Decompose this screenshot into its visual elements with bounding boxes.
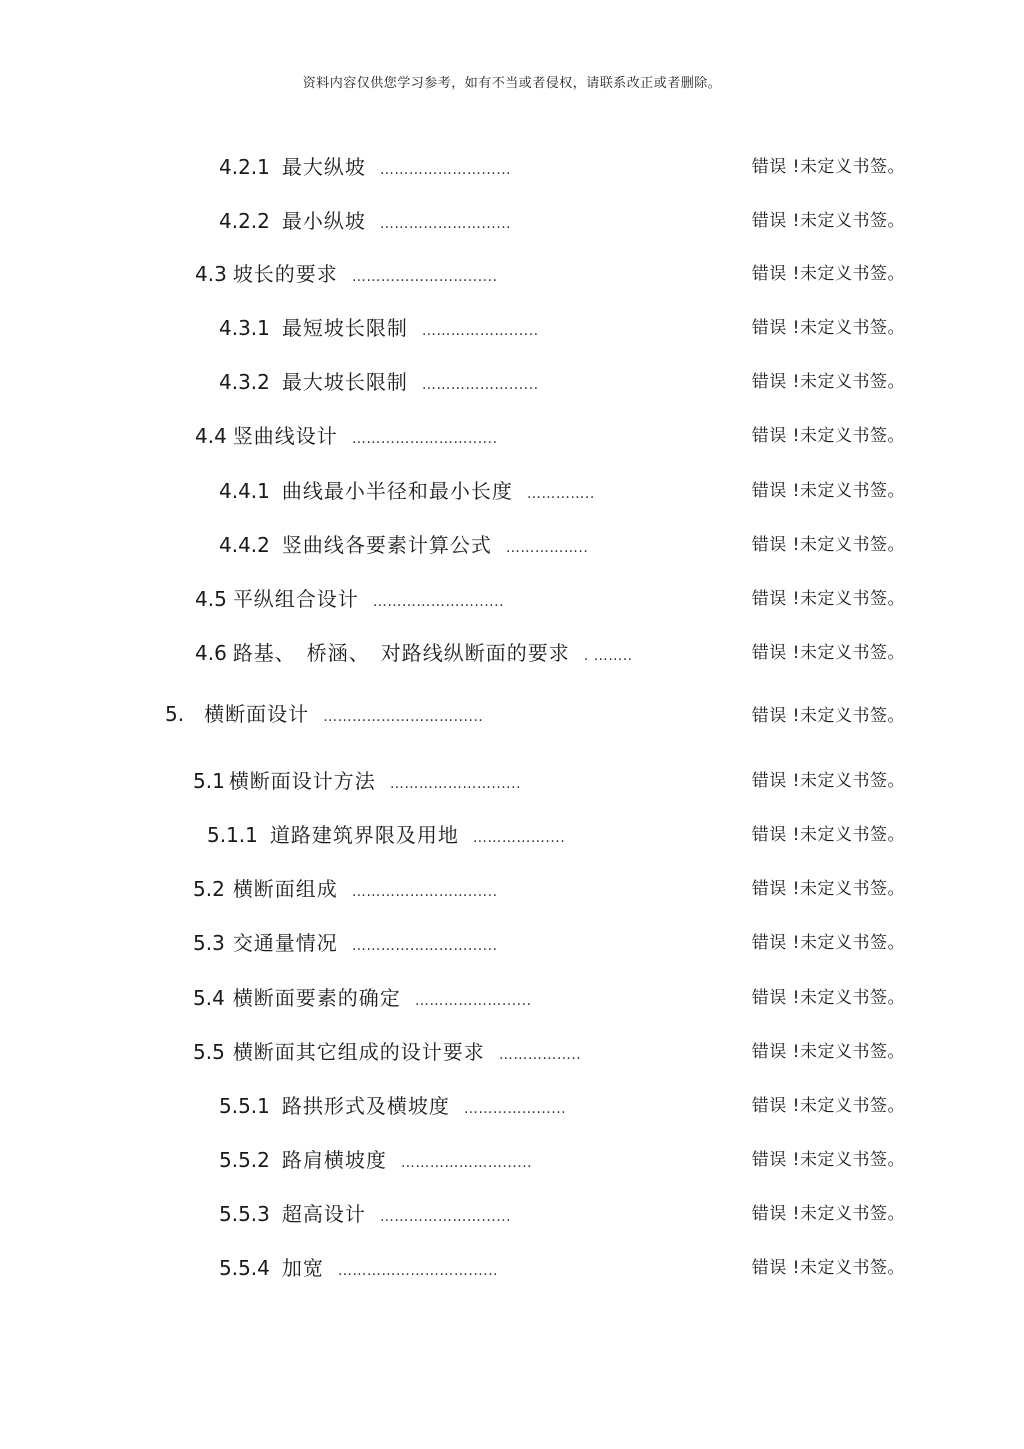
toc-leader: ……………………......: [351, 269, 498, 285]
toc-row-5-5-1[interactable]: [0, 1091, 1024, 1121]
toc-number: 5.5.3: [219, 1202, 270, 1226]
toc-row-4-2-1[interactable]: [0, 152, 1024, 182]
toc-title: 最大坡长限制: [281, 370, 408, 394]
toc-number: 4.3: [195, 262, 227, 286]
toc-entry: [219, 1091, 566, 1124]
toc-entry: [165, 699, 483, 732]
toc-entry: [219, 313, 539, 346]
toc-number: 5.5: [193, 1040, 225, 1064]
toc-title: 坡长的要求: [232, 262, 338, 286]
toc-page-ref: 错误 !未定义书签。: [751, 1204, 905, 1224]
toc-number: 5.2: [193, 877, 225, 901]
toc-number: 4.4.2: [219, 533, 270, 557]
toc-entry: [219, 152, 511, 185]
toc-entry: [219, 1199, 511, 1232]
toc-entry: [193, 874, 498, 907]
toc-entry: [195, 638, 633, 671]
toc-leader: ……………......: [463, 1101, 567, 1117]
toc-page-ref: 错误 !未定义书签。: [751, 706, 905, 726]
toc-leader: …………………......: [389, 776, 522, 792]
toc-page-ref: 错误 !未定义书签。: [751, 318, 905, 338]
toc-page-ref: 错误 !未定义书签。: [751, 933, 905, 953]
toc-number: 5.1.1: [207, 823, 258, 847]
toc-row-5-1[interactable]: [0, 766, 1024, 796]
toc-title: 交通量情况: [232, 931, 338, 955]
toc-title: 最短坡长限制: [281, 316, 408, 340]
toc-title: 横断面要素的确定: [232, 986, 401, 1010]
toc-title: 平纵组合设计: [232, 587, 359, 611]
toc-entry: [195, 584, 504, 617]
toc-row-5-5[interactable]: [0, 1037, 1024, 1067]
toc-number: 4.4.1: [219, 479, 270, 503]
toc-entry: [193, 983, 532, 1016]
toc-entry: [219, 476, 595, 509]
toc-title: 竖曲线设计: [232, 424, 338, 448]
toc-leader: ……………………......: [351, 938, 498, 954]
toc-page-ref: 错误 !未定义书签。: [751, 372, 905, 392]
toc-page-ref: 错误 !未定义书签。: [751, 988, 905, 1008]
toc-entry: [193, 1037, 581, 1070]
toc-leader: …………………......: [400, 1155, 533, 1171]
toc-number: 4.3.1: [219, 316, 270, 340]
toc-title: 路拱形式及横坡度: [281, 1094, 450, 1118]
toc-leader: ………………......: [421, 377, 539, 393]
toc-title: 道路建筑界限及用地: [269, 823, 459, 847]
toc-title: 最小纵坡: [281, 209, 366, 233]
toc-entry: [207, 820, 565, 853]
toc-title: 路基、 桥涵、 对路线纵断面的要求: [232, 641, 570, 665]
toc-entry: [219, 1253, 498, 1286]
toc-leader: ……………..: [498, 1047, 582, 1063]
toc-entry: [195, 421, 498, 454]
toc-leader: …………..: [526, 486, 595, 502]
toc-title: 加宽: [281, 1256, 324, 1280]
toc-page-ref: 错误 !未定义书签。: [751, 879, 905, 899]
toc-row-5-4[interactable]: [0, 983, 1024, 1013]
toc-title: 横断面其它组成的设计要求: [232, 1040, 485, 1064]
toc-leader: ……………………......: [351, 884, 498, 900]
toc-page-ref: 错误 !未定义书签。: [751, 1096, 905, 1116]
toc-page-ref: 错误 !未定义书签。: [751, 264, 905, 284]
toc-entry: [219, 367, 539, 400]
toc-row-4-4[interactable]: [0, 421, 1024, 451]
toc-leader: ………………......: [421, 323, 539, 339]
toc-row-5[interactable]: [0, 699, 1024, 729]
toc-page-ref: 错误 !未定义书签。: [751, 1150, 905, 1170]
toc-title: 曲线最小半径和最小长度: [281, 479, 513, 503]
toc-row-5-5-3[interactable]: [0, 1199, 1024, 1229]
toc-entry: [219, 530, 588, 563]
toc-page-ref: 错误 !未定义书签。: [751, 589, 905, 609]
toc-row-4-2-2[interactable]: [0, 206, 1024, 236]
toc-row-4-4-1[interactable]: [0, 476, 1024, 506]
toc-row-4-4-2[interactable]: [0, 530, 1024, 560]
toc-number: 5.5.1: [219, 1094, 270, 1118]
toc-page-ref: 错误 !未定义书签。: [751, 211, 905, 231]
toc-page-ref: 错误 !未定义书签。: [751, 481, 905, 501]
toc-leader: ……………..: [505, 540, 589, 556]
toc-number: 4.5: [195, 587, 227, 611]
toc-leader: ………………………......: [337, 1263, 499, 1279]
toc-row-5-5-2[interactable]: [0, 1145, 1024, 1175]
toc-title: 路肩横坡度: [281, 1148, 387, 1172]
toc-title: 横断面组成: [232, 877, 338, 901]
toc-number: 4.3.2: [219, 370, 270, 394]
toc-row-5-3[interactable]: [0, 928, 1024, 958]
toc-number: 5.3: [193, 931, 225, 955]
toc-number: 5.: [165, 702, 185, 726]
toc-number: 5.1: [193, 769, 225, 793]
toc-leader: …………………......: [372, 594, 505, 610]
page-header: 资料内容仅供您学习参考，如有不当或者侵权，请联系改正或者删除。: [302, 76, 722, 91]
toc-page-ref: 错误 !未定义书签。: [751, 825, 905, 845]
toc-row-4-3-2[interactable]: [0, 367, 1024, 397]
toc-number: 4.2.2: [219, 209, 270, 233]
toc-number: 5.5.4: [219, 1256, 270, 1280]
toc-title: 最大纵坡: [281, 155, 366, 179]
toc-entry: [219, 1145, 532, 1178]
toc-leader: …………………......: [379, 162, 512, 178]
toc-page-ref: 错误 !未定义书签。: [751, 1042, 905, 1062]
toc-number: 4.2.1: [219, 155, 270, 179]
toc-leader: …………………......: [379, 216, 512, 232]
toc-page-ref: 错误 !未定义书签。: [751, 771, 905, 791]
toc-title: 横断面设计方法: [228, 769, 376, 793]
toc-entry: [219, 206, 511, 239]
toc-page-ref: 错误 !未定义书签。: [751, 157, 905, 177]
toc-row-4-3-1[interactable]: [0, 313, 1024, 343]
toc-leader: ………………......: [414, 993, 532, 1009]
toc-title: 竖曲线各要素计算公式: [281, 533, 492, 557]
toc-entry: [195, 259, 498, 292]
toc-row-5-2[interactable]: [0, 874, 1024, 904]
toc-page-ref: 错误 !未定义书签。: [751, 1258, 905, 1278]
toc-number: 4.6: [195, 641, 227, 665]
toc-page-ref: 错误 !未定义书签。: [751, 426, 905, 446]
toc-page-ref: 错误 !未定义书签。: [751, 535, 905, 555]
toc-leader: ……………………......: [351, 431, 498, 447]
toc-title: 横断面设计: [204, 702, 310, 726]
toc-row-4-5[interactable]: [0, 584, 1024, 614]
toc-leader: …………………......: [379, 1209, 512, 1225]
toc-entry: [193, 766, 521, 799]
toc-leader: . ……..: [583, 648, 633, 664]
toc-title: 超高设计: [281, 1202, 366, 1226]
toc-entry: [193, 928, 498, 961]
toc-number: 5.4: [193, 986, 225, 1010]
toc-number: 5.5.2: [219, 1148, 270, 1172]
toc-leader: ………………………......: [323, 709, 484, 725]
toc-row-5-5-4[interactable]: [0, 1253, 1024, 1283]
toc-row-5-1-1[interactable]: [0, 820, 1024, 850]
toc-row-4-3[interactable]: [0, 259, 1024, 289]
toc-leader: ……………....: [472, 830, 566, 846]
toc-page-ref: 错误 !未定义书签。: [751, 643, 905, 663]
toc-number: 4.4: [195, 424, 227, 448]
toc-row-4-6[interactable]: [0, 638, 1024, 668]
